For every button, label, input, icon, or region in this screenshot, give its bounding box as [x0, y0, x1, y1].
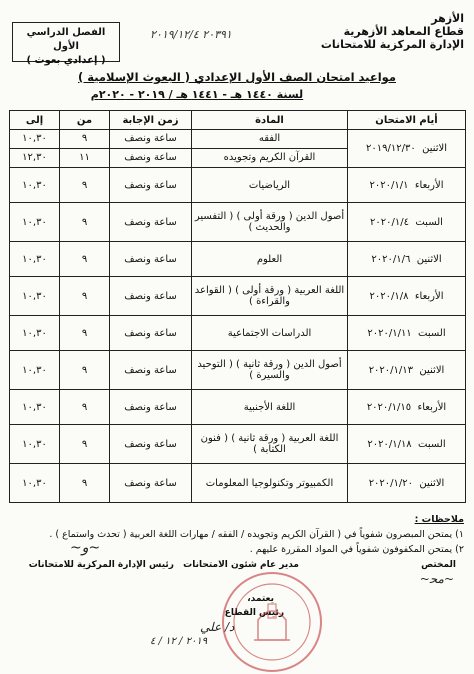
day-name: الاثنين: [422, 143, 447, 154]
sector-head-label: رئيس القطاع: [224, 608, 284, 618]
from-time: ٩: [81, 133, 88, 144]
col-header-duration: زمن الإجابة: [110, 111, 192, 130]
from-time: ٩: [60, 203, 110, 242]
from-time: ٩: [60, 464, 110, 503]
exam-date: ٢٠١٩/١٢/٣٠: [366, 143, 416, 154]
to-cell: [10, 130, 60, 168]
signature-director-exams: مدير عام شئون الامتحانات: [183, 560, 299, 570]
duration: ساعة ونصف: [124, 133, 177, 144]
table-row: [10, 351, 466, 390]
day-cell: [348, 390, 466, 425]
to-time: ١٠,٣٠: [10, 464, 60, 503]
day-cell: [348, 130, 466, 168]
subject: اللغة العربية ( ورقة ثانية ) ( فنون الكتابة ): [192, 425, 348, 464]
org-header: [321, 12, 464, 51]
day-cell: [348, 242, 466, 277]
table-row: [10, 242, 466, 277]
duration: ساعة ونصف: [110, 148, 191, 167]
exam-date: ٢٠٢٠/١/٨: [369, 290, 409, 302]
exam-date: ٢٠٢٠/١/٢٠: [368, 477, 414, 489]
exam-date: ٢٠٢٠/١/١١: [367, 327, 412, 339]
day-name: الأربعاء: [417, 401, 447, 413]
to-time: ١٠,٣٠: [22, 133, 47, 144]
subject: أصول الدين ( ورقة أولى ) ( التفسير والحديث ): [192, 203, 348, 242]
subject: العلوم: [192, 242, 348, 277]
from-cell: [60, 130, 110, 168]
table-row: [10, 168, 466, 203]
day-name: الاثنين: [419, 477, 445, 489]
term-box: [12, 22, 120, 66]
term-line: الفصل الدراسي الأول: [26, 27, 106, 52]
exam-date: ٢٠٢٠/١/٤: [370, 216, 409, 228]
signature-scribble: ~ﻭ~: [70, 540, 101, 556]
to-time: ١٠,٣٠: [10, 351, 60, 390]
org-line: قطاع المعاهد الأزهرية: [343, 25, 464, 38]
to-time: ١٠,٣٠: [10, 203, 60, 242]
signature-scribble: ~ﻣﺤ~: [419, 572, 454, 586]
table-row: [10, 130, 466, 168]
subject: الرياضيات: [192, 168, 348, 203]
subject: الدراسات الاجتماعية: [192, 316, 348, 351]
from-time: ٩: [60, 316, 110, 351]
org-line: الإدارة المركزية للامتحانات: [320, 38, 464, 51]
day-name: الأربعاء: [414, 290, 444, 302]
duration: ساعة ونصف: [110, 464, 192, 503]
day-name: السبت: [418, 438, 446, 450]
from-time: ٩: [60, 390, 110, 425]
col-header-from: من: [60, 111, 110, 130]
duration: ساعة ونصف: [110, 203, 192, 242]
table-row: [10, 277, 466, 316]
subject: الفقه: [258, 133, 281, 144]
col-header-subject: المادة: [192, 111, 348, 130]
subject: أصول الدين ( ورقة ثانية ) ( التوحيد والسيرة ): [192, 351, 348, 390]
subject: القرآن الكريم وتجويده: [192, 148, 347, 167]
to-time: ١٠,٣٠: [10, 425, 60, 464]
table-row: [10, 390, 466, 425]
note-item: ٢) يمتحن المكفوفون شفوياً في المواد المقررة عليهم .: [249, 544, 464, 555]
note-item: ١) يمتحن المبصرون شفوياً في ( القرآن الكريم وتجويده / الفقه / مهارات اللغة العربية ( تحدث واستماع ) .: [49, 529, 464, 540]
exam-date: ٢٠٢٠/١/١٥: [366, 401, 412, 413]
signature-head-central: رئيس الإدارة المركزية للامتحانات: [28, 560, 174, 570]
from-time: ٩: [60, 168, 110, 203]
day-cell: [348, 464, 466, 503]
day-name: السبت: [418, 327, 446, 339]
to-time: ١٢,٣٠: [10, 148, 59, 167]
from-time: ٩: [60, 351, 110, 390]
duration: ساعة ونصف: [110, 168, 192, 203]
duration-cell: [110, 130, 192, 168]
term-line: ( إعدادي بعوث ): [26, 55, 106, 66]
official-seal: [222, 572, 322, 672]
col-header-to: إلى: [10, 111, 60, 130]
org-line: الأزهر: [431, 12, 464, 25]
duration: ساعة ونصف: [110, 351, 192, 390]
to-time: ١٠,٣٠: [10, 316, 60, 351]
subject-cell: [192, 130, 348, 168]
to-time: ١٠,٣٠: [10, 390, 60, 425]
signature-specialist: المختص: [421, 560, 456, 570]
day-cell: [348, 168, 466, 203]
exam-date: ٢٠٢٠/١/١: [369, 179, 409, 191]
schedule-table: [9, 110, 466, 503]
page-subtitle: لسنة ١٤٤٠ هـ - ١٤٤١ هـ / ٢٠١٩ - ٢٠٢٠م: [90, 88, 304, 101]
duration: ساعة ونصف: [110, 242, 192, 277]
col-header-day: أيام الامتحان: [348, 111, 466, 130]
duration: ساعة ونصف: [110, 390, 192, 425]
handwritten-date: ٢٠١٩ / ١٢ / ٤: [150, 636, 208, 647]
subject: اللغة العربية ( ورقة أولى ) ( القواعد والقراءة ): [192, 277, 348, 316]
duration: ساعة ونصف: [110, 277, 192, 316]
sector-head-scribble: ﺩ/ ﻋﻠﻲ: [200, 620, 235, 634]
table-row: [10, 464, 466, 503]
subject: اللغة الأجنبية: [192, 390, 348, 425]
day-name: السبت: [415, 216, 443, 228]
exam-date: ٢٠٢٠/١/١٣: [368, 364, 414, 376]
to-time: ١٠,٣٠: [10, 242, 60, 277]
seal-icon: [224, 574, 320, 670]
subject: الكمبيوتر وتكنولوجيا المعلومات: [192, 464, 348, 503]
from-time: ١١: [60, 148, 109, 167]
day-cell: [348, 425, 466, 464]
duration: ساعة ونصف: [110, 316, 192, 351]
approval-label: يعتمد،: [247, 594, 274, 604]
day-cell: [348, 203, 466, 242]
to-time: ١٠,٣٠: [10, 277, 60, 316]
day-name: الاثنين: [416, 253, 442, 265]
from-time: ٩: [60, 425, 110, 464]
notes-title: ملاحظات :: [414, 514, 464, 525]
day-name: الأربعاء: [414, 179, 444, 191]
table-row: [10, 425, 466, 464]
from-time: ٩: [60, 242, 110, 277]
day-cell: [348, 277, 466, 316]
table-row: [10, 203, 466, 242]
day-name: الاثنين: [419, 364, 445, 376]
page-title: مواعيد امتحان الصف الأول الإعدادي ( البعوث الإسلامية ): [77, 70, 397, 84]
table-header-row: [10, 111, 466, 130]
day-cell: [348, 316, 466, 351]
table-row: [10, 316, 466, 351]
handwritten-reference: ٢٠٣٩١ ٢٠١٩/١٢/٤: [150, 28, 232, 41]
day-cell: [348, 351, 466, 390]
from-time: ٩: [60, 277, 110, 316]
exam-date: ٢٠٢٠/١/٦: [371, 253, 411, 265]
exam-date: ٢٠٢٠/١/١٨: [367, 438, 412, 450]
duration: ساعة ونصف: [110, 425, 192, 464]
to-time: ١٠,٣٠: [10, 168, 60, 203]
